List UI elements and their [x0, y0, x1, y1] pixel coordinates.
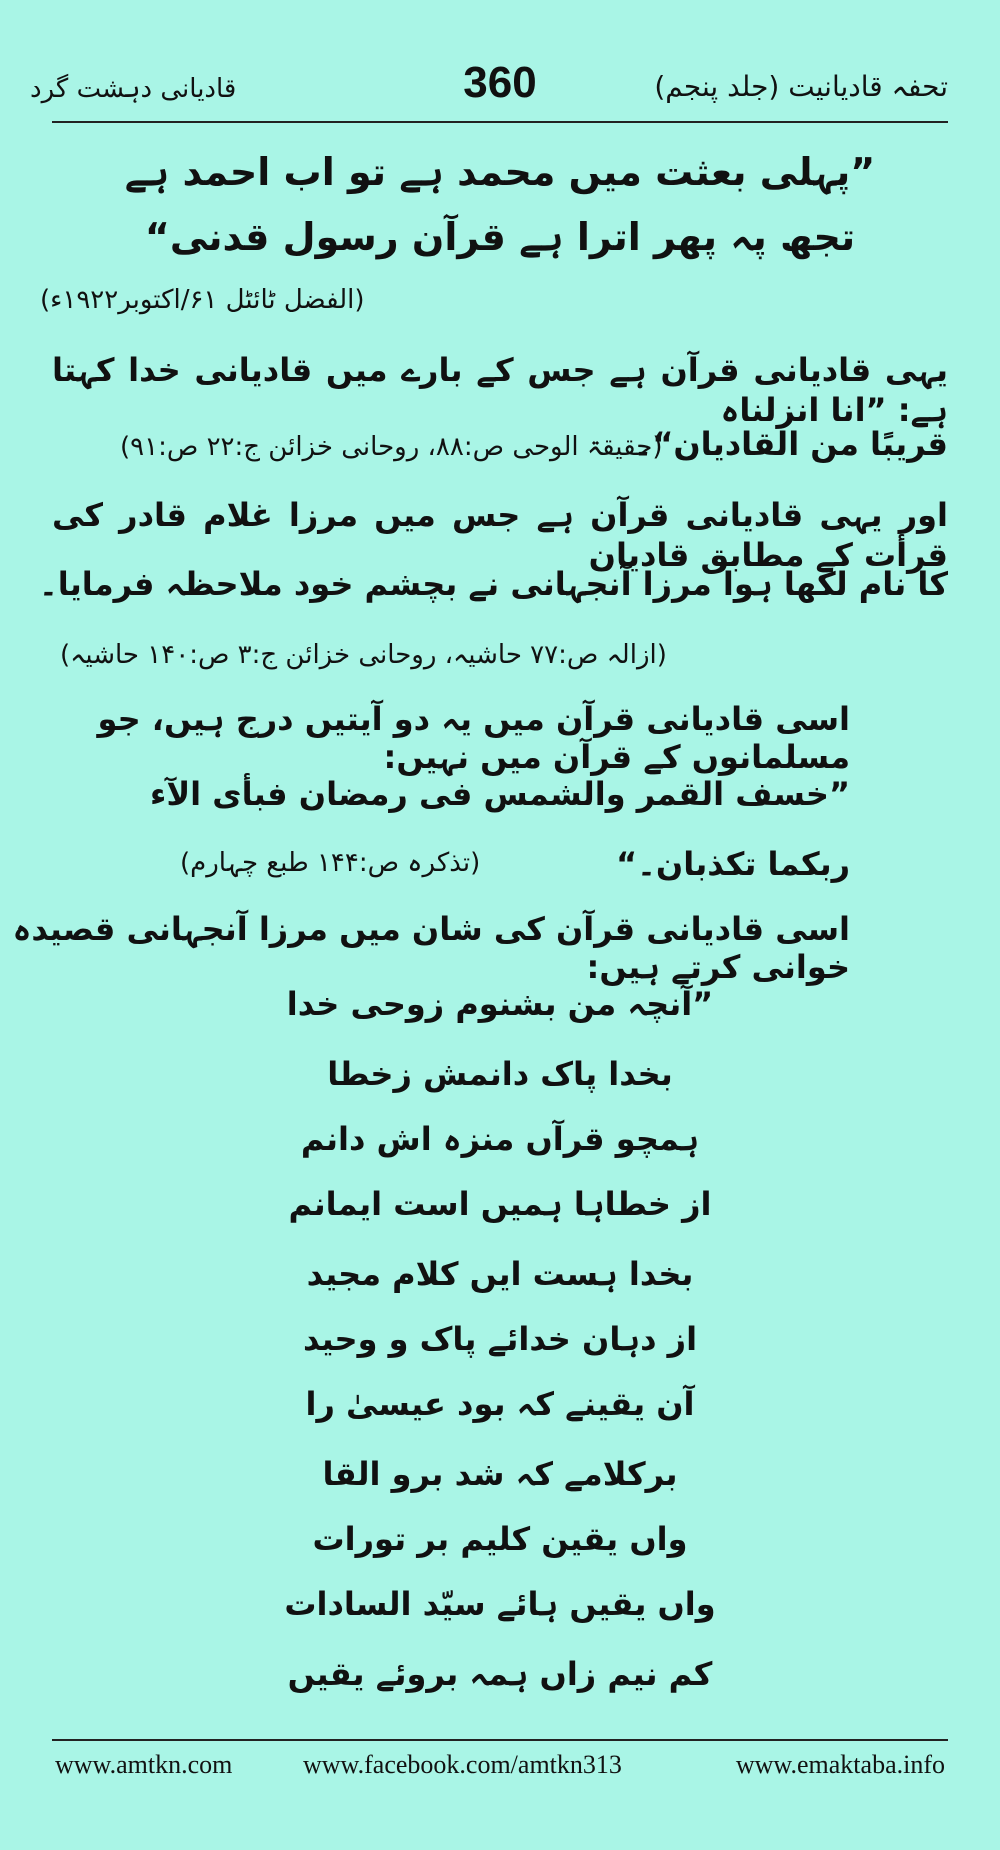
poem-line: ”آنچہ من بشنوم زوحی خدا [286, 985, 714, 1023]
footer-link-emaktaba[interactable]: www.emaktaba.info [735, 1750, 945, 1779]
book-title: تحفہ قادیانیت (جلد پنجم) [654, 70, 948, 103]
poem-line: واں یقیں ہائے سیّد السادات [284, 1585, 716, 1623]
poem-line: برکلامے کہ شد برو القا [322, 1455, 678, 1493]
poem-line: ہمچو قرآں منزہ اش دانم [300, 1120, 700, 1158]
para1-quote: قریبًا من القادیان“۔ [633, 425, 948, 463]
poem-line: از خطاہا ہمیں است ایمانم [288, 1185, 712, 1223]
citation-izala: (ازالہ ص:۷۷ حاشیہ، روحانی خزائن ج:۳ ص:۱۴۰ حاشیہ) [60, 640, 667, 670]
para1-line1: یہی قادیانی قرآن ہے جس کے بارے میں قادیانی خدا کہتا ہے: ”انا انزلناہ [52, 351, 948, 429]
citation-haqiqat-ul-wahi: (حقیقۃ الوحی ص:۸۸، روحانی خزائن ج:۲۲ ص:۹۱) [120, 432, 663, 462]
couplet-line-1: ”پہلی بعثت میں محمد ہے تو اب احمد ہے [124, 150, 876, 194]
page-number: 360 [463, 58, 537, 107]
citation-tazkira: (تذکرہ ص:۱۴۴ طبع چہارم) [180, 848, 481, 878]
section-title: قادیانی دہشت گرد [30, 74, 237, 104]
para3-line1: اسی قادیانی قرآن میں یہ دو آیتیں درج ہیں، جو مسلمانوں کے قرآن میں نہیں: [97, 700, 850, 776]
header-divider [52, 121, 948, 123]
footer-divider [52, 1739, 948, 1741]
arabic-verse-line1: ”خسف القمر والشمس فی رمضان فبأی الآء [149, 775, 850, 813]
couplet-line-2: تجھ پہ پھر اترا ہے قرآن رسول قدنی“ [144, 215, 856, 259]
para2-line1: اور یہی قادیانی قرآن ہے جس میں مرزا غلام قادر کی قرأت کے مطابق قادیان [52, 496, 948, 574]
poem-line: واں یقین کلیم بر تورات [312, 1520, 688, 1558]
arabic-verse-line2: ربکما تکذبان۔“ [616, 845, 850, 883]
poem-line: آن یقینے کہ بود عیسیٰ را [305, 1385, 695, 1423]
footer-link-facebook[interactable]: www.facebook.com/amtkn313 [303, 1750, 622, 1779]
para4: اسی قادیانی قرآن کی شان میں مرزا آنجہانی قصیدہ خوانی کرتے ہیں: [12, 910, 850, 986]
poem-line: بخدا ہست ایں کلام مجید [306, 1255, 694, 1293]
poem-line: کم نیم زاں ہمہ بروئے یقیں [287, 1655, 713, 1693]
citation-alfazl: (الفضل ٹائٹل ۶۱/اکتوبر۱۹۲۲ء) [40, 285, 365, 315]
para2-line2: کا نام لکھا ہوا مرزا آنجہانی نے بچشم خود ملاحظہ فرمایا۔ [39, 565, 948, 603]
poem-line: از دہان خدائے پاک و وحید [302, 1320, 698, 1358]
poem-line: بخدا پاک دانمش زخطا [327, 1055, 673, 1093]
footer-link-amtkn[interactable]: www.amtkn.com [55, 1750, 233, 1779]
